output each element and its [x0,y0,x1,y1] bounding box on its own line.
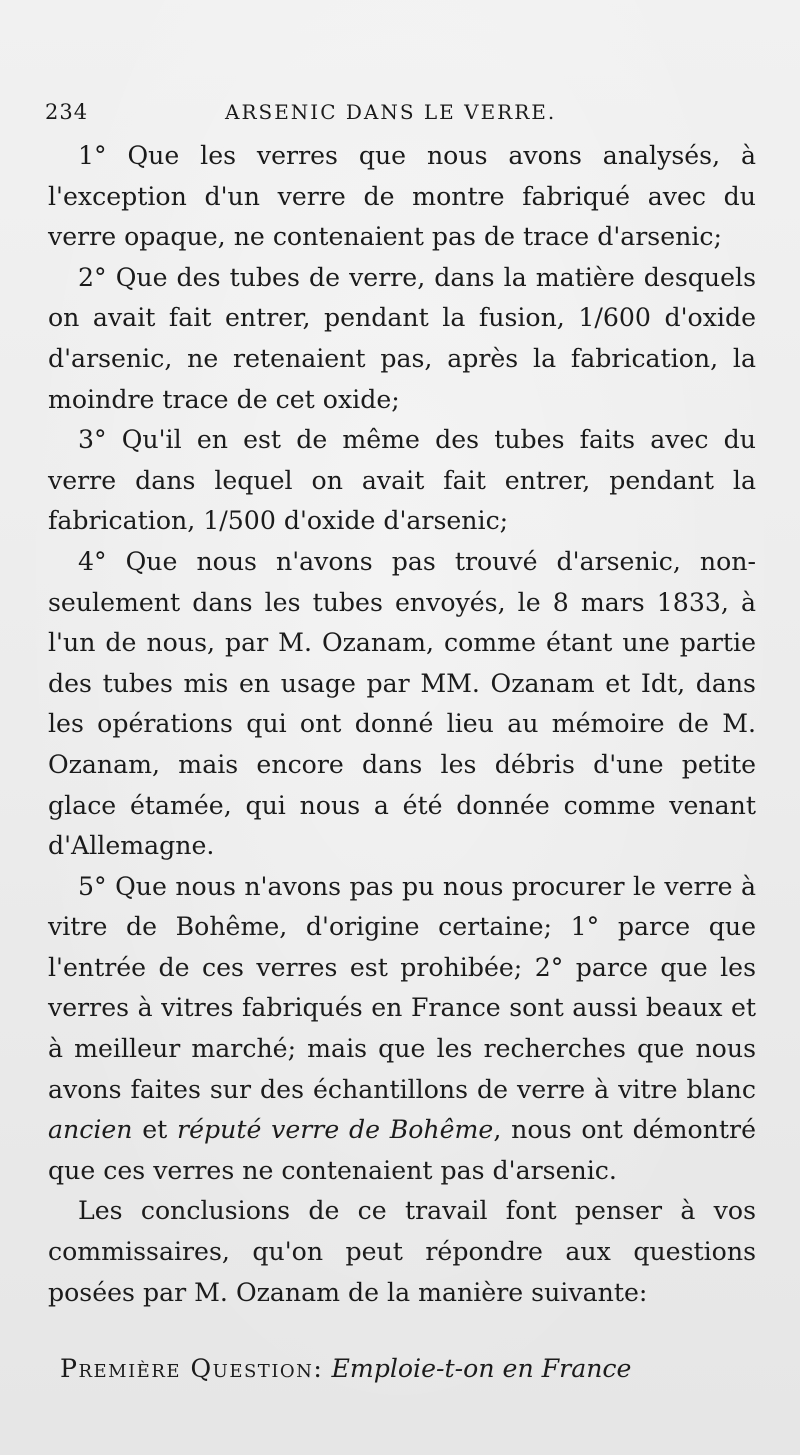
paragraph-5-text-a: 5° Que nous n'avons pas pu nous procurer le verre à vitre de Bohême, d'origine certaine; 1° parce que l'entrée de ces verres est prohibée; 2° parce que les verres à vitres fabriqués en France sont aussi beaux et à meilleur marché; mais que les recherches que nous avons faites sur des échantillons de verre à vitre blanc [48,871,756,1104]
paragraph-3: 3° Qu'il en est de même des tubes faits avec du verre dans lequel on avait fait entrer, pendant la fabrication, 1/500 d'oxide d'arsenic; [48,425,756,536]
paragraph-2: 2° Que des tubes de verre, dans la matière desquels on avait fait entrer, pendant la fusion, 1/600 d'oxide d'arsenic, ne retenaient pas, après la fabrication, la moindre trace de cet oxide; [48,262,756,414]
paragraph-4: 4° Que nous n'avons pas trouvé d'arsenic, non-seulement dans les tubes envoyés, le 8 mars 1833, à l'un de nous, par M. Ozanam, comme étant une partie des tubes mis en usage par MM. Ozanam et Idt, dans les opérations qui ont donné lieu au mémoire de M. Ozanam, mais encore dans les débris d'une petite glace étamée, qui nous a été donnée comme venant d'Allemagne. [48,546,756,861]
section-spacer [48,1313,756,1349]
paragraph-5-italic-boheme: réputé verre de Bohême [177,1115,494,1145]
paragraph-5-text-b: et [132,1115,178,1145]
question-heading [48,1349,756,1390]
page-header [45,100,755,134]
question-text: Emploie-t-on en France [331,1354,632,1384]
paragraph-5 [48,867,756,1192]
paragraph-conclusions: Les conclusions de ce travail font penser à vos commissaires, qu'on peut répondre aux questions posées par M. Ozanam de la manière suivante: [48,1196,756,1307]
question-label: Première Question: [60,1354,324,1384]
paragraph-5-text-c: , nous ont démontré que ces verres ne contenaient pas d'arsenic. [48,1115,756,1185]
page-number: 234 [45,100,89,124]
body-text [48,136,756,1390]
paragraph-1: 1° Que les verres que nous avons analysés, à l'exception d'un verre de montre fabriqué avec du verre opaque, ne contenaient pas de trace d'arsenic; [48,141,756,252]
paragraph-5-italic-ancien: ancien [48,1115,133,1145]
running-title: ARSENIC DANS LE VERRE. [225,100,557,124]
